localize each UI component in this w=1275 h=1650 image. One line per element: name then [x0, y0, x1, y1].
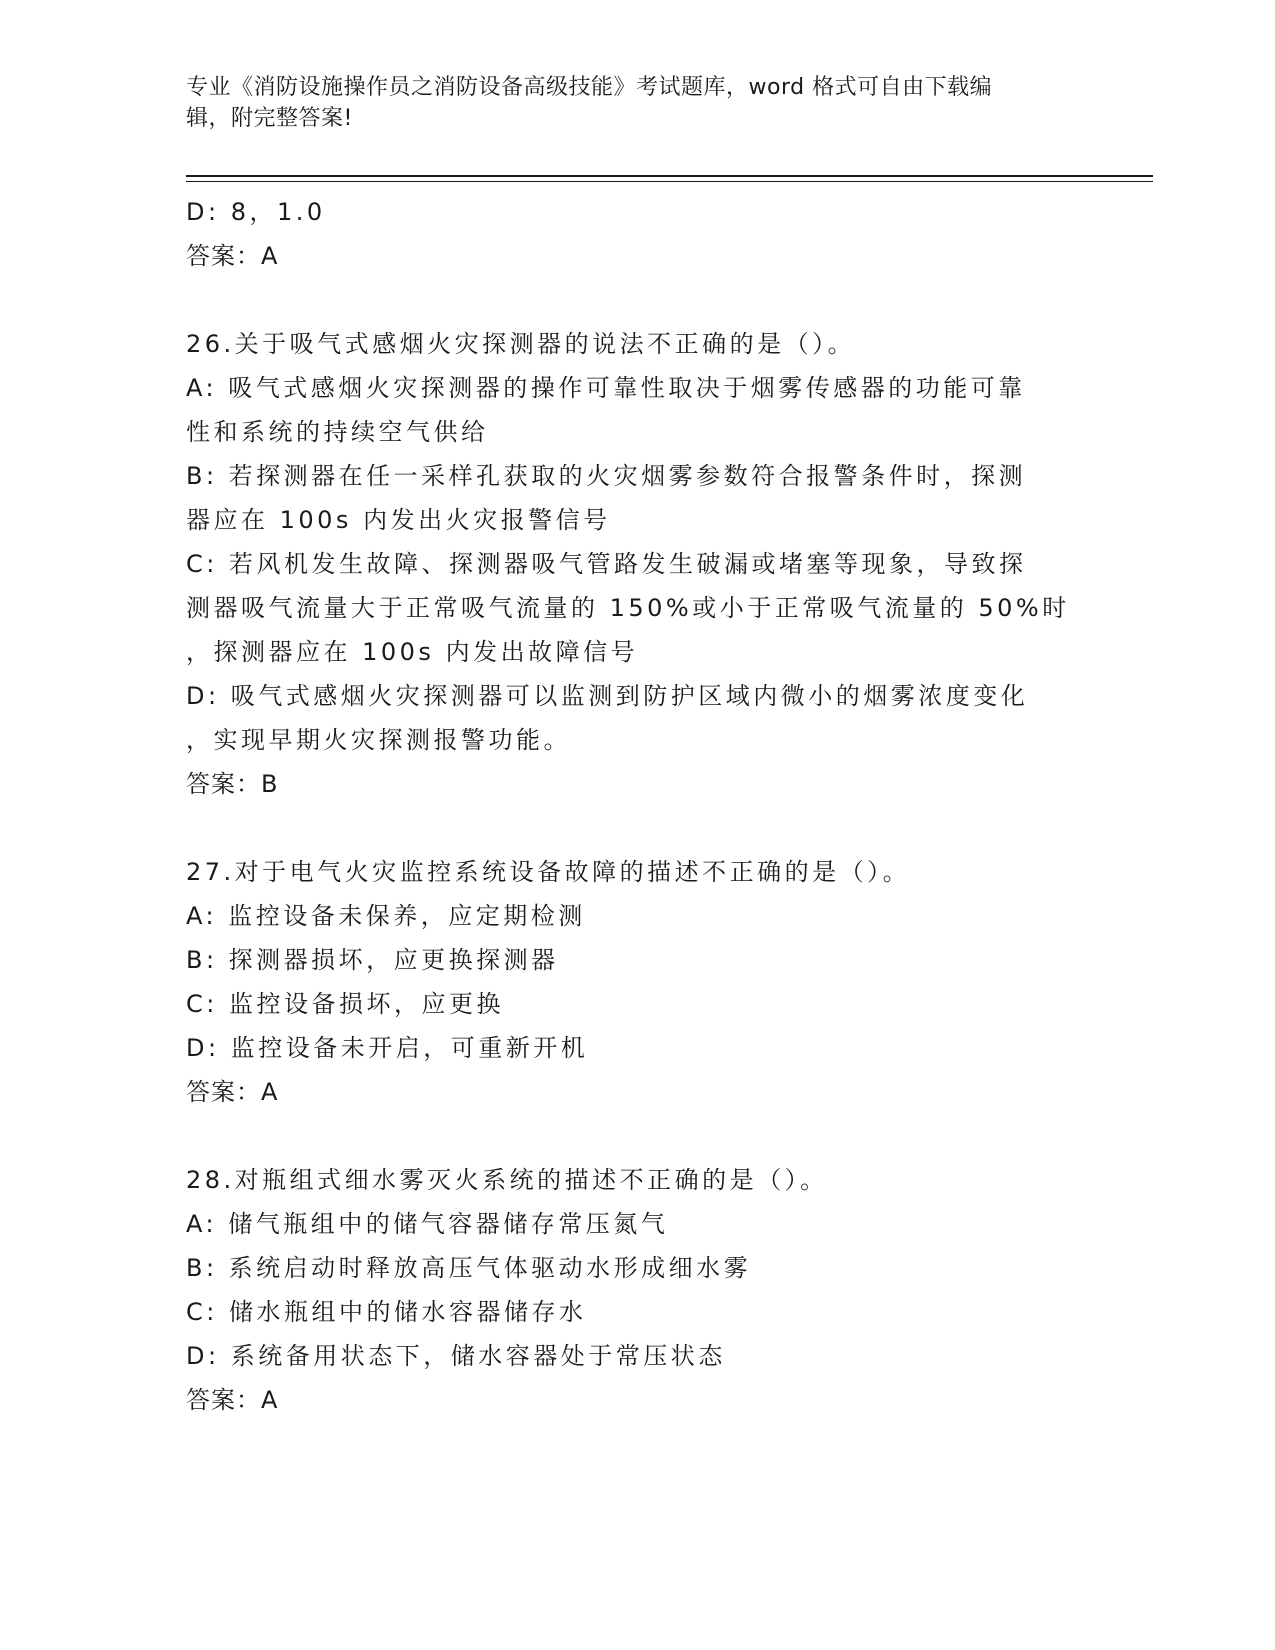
option-d: D: 8，1.0: [186, 198, 326, 226]
option-b: [186, 454, 1086, 542]
spacer: [186, 1114, 1086, 1158]
option-text: B: 若探测器在任一采样孔获取的火灾烟雾参数符合报警条件时，探测: [186, 462, 1027, 490]
option-d: D: 系统备用状态下，储水容器处于常压状态: [186, 1342, 726, 1370]
option-a: [186, 366, 1086, 454]
question-26: [186, 322, 1086, 806]
spacer: [186, 278, 1086, 322]
answer-line: 答案：A: [186, 1386, 279, 1414]
question-stem: 28.对瓶组式细水雾灭火系统的描述不正确的是（）。: [186, 1166, 828, 1194]
option-text: ，实现早期火灾探测报警功能。: [186, 726, 571, 754]
option-b: B: 探测器损坏，应更换探测器: [186, 946, 559, 974]
answer-line: 答案：A: [186, 242, 279, 270]
spacer: [186, 806, 1086, 850]
option-text: D: 吸气式感烟火灾探测器可以监测到防护区域内微小的烟雾浓度变化: [186, 682, 1029, 710]
option-d: [186, 674, 1086, 762]
option-text: 器应在 100s 内发出火灾报警信号: [186, 506, 611, 534]
header-line-1: 专业《消防设施操作员之消防设备高级技能》考试题库，word 格式可自由下载编: [186, 75, 993, 100]
answer-line: 答案：B: [186, 770, 279, 798]
question-content: [186, 190, 1086, 1422]
option-d: D: 监控设备未开启，可重新开机: [186, 1034, 589, 1062]
previous-question-tail: [186, 190, 1086, 278]
option-c: C: 储水瓶组中的储水容器储存水: [186, 1298, 587, 1326]
page-header: [186, 72, 1066, 134]
option-text: C: 若风机发生故障、探测器吸气管路发生破漏或堵塞等现象，导致探: [186, 550, 1027, 578]
option-b: B: 系统启动时释放高压气体驱动水形成细水雾: [186, 1254, 752, 1282]
header-divider-bottom: [186, 181, 1153, 182]
option-text: 测器吸气流量大于正常吸气流量的 150%或小于正常吸气流量的 50%时: [186, 594, 1070, 622]
question-28: [186, 1158, 1086, 1422]
header-divider-top: [186, 175, 1153, 177]
option-c: [186, 542, 1086, 674]
option-text: 性和系统的持续空气供给: [186, 418, 489, 446]
option-c: C: 监控设备损坏，应更换: [186, 990, 504, 1018]
question-27: [186, 850, 1086, 1114]
question-stem: 26.关于吸气式感烟火灾探测器的说法不正确的是（）。: [186, 330, 856, 358]
option-a: A: 监控设备未保养，应定期检测: [186, 902, 586, 930]
header-line-2: 辑，附完整答案!: [186, 106, 353, 131]
option-a: A: 储气瓶组中的储气容器储存常压氮气: [186, 1210, 669, 1238]
option-text: ，探测器应在 100s 内发出故障信号: [186, 638, 639, 666]
question-stem: 27.对于电气火灾监控系统设备故障的描述不正确的是（）。: [186, 858, 911, 886]
answer-line: 答案：A: [186, 1078, 279, 1106]
option-text: A: 吸气式感烟火灾探测器的操作可靠性取决于烟雾传感器的功能可靠: [186, 374, 1026, 402]
